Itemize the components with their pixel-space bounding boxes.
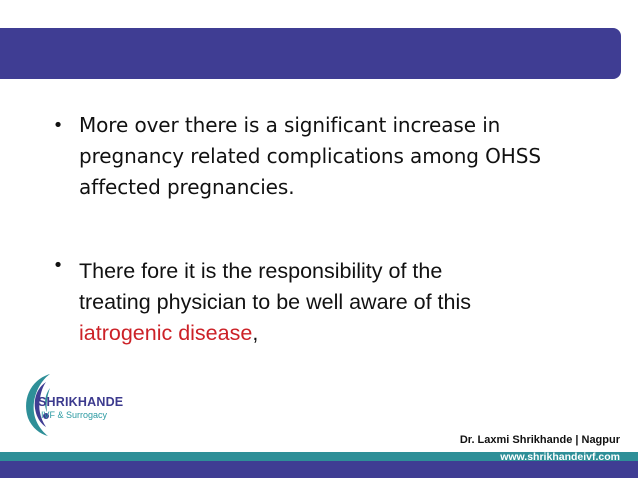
bullet-2-line-3 [79,318,599,349]
logo-name: SHRIKHANDE [38,395,124,409]
bullet-text-2 [79,256,599,349]
bullet-text-1 [79,110,599,203]
iatrogenic-disease-highlight: iatrogenic disease [79,321,253,345]
footer-band-navy [0,461,638,478]
bullet-2-line-2: treating physician to be well aware of this [79,290,471,314]
header-band [0,28,621,79]
doctor-credit: Dr. Laxmi Shrikhande | Nagpur [459,434,620,446]
bullet-1-line-2: pregnancy related complications among OHSS [79,144,541,168]
trailing-comma: , [252,321,259,345]
logo-subtitle: IVF & Surrogacy [41,410,108,420]
bullet-1-line-3: affected pregnancies. [79,175,295,199]
website-url: www.shrikhandeivf.com [500,451,620,463]
bullet-marker: • [52,115,64,136]
bullet-marker: • [52,255,64,276]
bullet-2-line-1: There fore it is the responsibility of the [79,259,443,283]
bullet-1-line-1: More over there is a significant increase in [79,113,501,137]
